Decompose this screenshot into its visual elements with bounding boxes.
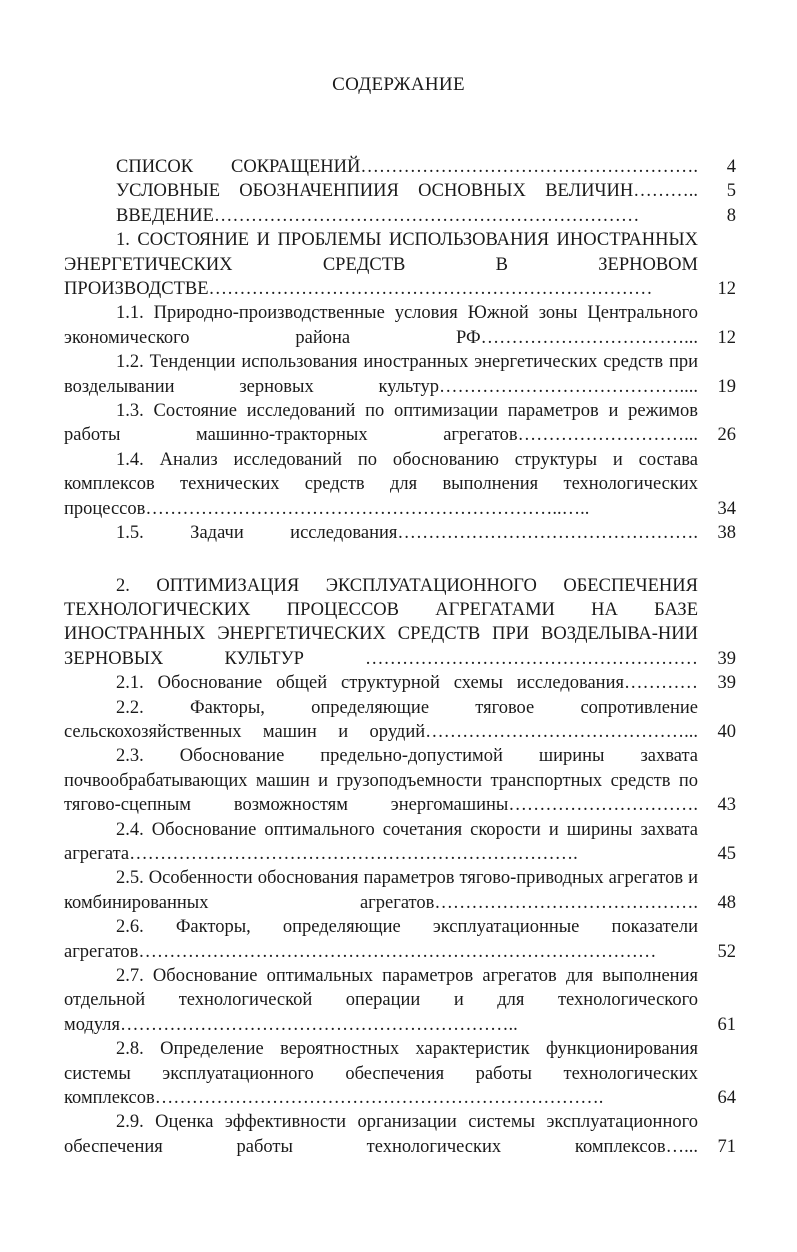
toc-entry-page: 64 — [717, 1088, 736, 1109]
toc-entry-text: 1.4. Анализ исследований по обоснованию структуры и состава комплексов технических средств для выполнения технологических процессов…………………………………………………………..….. — [64, 449, 698, 519]
toc-entry-page: 39 — [717, 648, 736, 669]
toc-entry-chapter-2[interactable] — [64, 574, 738, 672]
toc-entry-2-6[interactable] — [64, 915, 738, 964]
toc-entry-page: 43 — [717, 795, 736, 816]
toc-entry-text: 1. СОСТОЯНИЕ И ПРОБЛЕМЫ ИСПОЛЬЗОВАНИЯ ИНОСТРАННЫХ ЭНЕРГЕТИЧЕСКИХ СРЕДСТВ В ЗЕРНОВОМ ПРОИЗВОДСТВЕ……………………………………………………………… — [64, 230, 698, 300]
toc-entry-2-2[interactable] — [64, 696, 738, 745]
toc-entry-2-8[interactable] — [64, 1037, 738, 1110]
toc-entry-introduction[interactable] — [64, 204, 738, 228]
toc-entry-text: 2. ОПТИМИЗАЦИЯ ЭКСПЛУАТАЦИОННОГО ОБЕСПЕЧЕНИЯ ТЕХНОЛОГИЧЕСКИХ ПРОЦЕССОВ АГРЕГАТАМИ НА БАЗЕ ИНОСТРАННЫХ ЭНЕРГЕТИЧЕСКИХ СРЕДСТВ ПРИ ВОЗДЕЛЫВА-НИИ ЗЕРНОВЫХ КУЛЬТУР ……………………………………………… — [64, 575, 698, 669]
toc-entry-text: 2.5. Особенности обоснования параметров тягово-приводных агрегатов и комбинированных агрегатов……………………………………. — [64, 868, 698, 913]
toc-entry-page: 45 — [717, 843, 736, 864]
toc-entry-chapter-1[interactable] — [64, 228, 738, 301]
toc-entry-text: 2.4. Обоснование оптимального сочетания скорости и ширины захвата агрегата………………………………………………………………. — [64, 819, 698, 864]
toc-entry-page: 38 — [717, 523, 736, 544]
toc-entry-1-4[interactable] — [64, 448, 738, 521]
toc-entry-page: 48 — [717, 892, 736, 913]
toc-entry-1-3[interactable] — [64, 399, 738, 448]
toc-entry-text: СПИСОК СОКРАЩЕНИЙ………………………………………………. — [116, 157, 698, 177]
toc-entry-1-5[interactable] — [64, 521, 738, 545]
toc-entry-2-5[interactable] — [64, 866, 738, 915]
toc-entry-1-1[interactable] — [64, 301, 738, 350]
toc-entry-text: 2.3. Обоснование предельно-допустимой ширины захвата почвообрабатывающих машин и грузоподъемности транспортных средств по тягово-сцепным возможностям энергомашины…………………………. — [64, 746, 698, 816]
toc-entry-page: 40 — [717, 721, 736, 742]
toc-entry-text: 2.1. Обоснование общей структурной схемы исследования………… — [116, 673, 698, 694]
toc-entry-page: 26 — [717, 425, 736, 446]
toc-entry-2-9[interactable] — [64, 1110, 738, 1159]
toc-entry-page: 71 — [717, 1136, 736, 1157]
toc-entry-text: УСЛОВНЫЕ ОБОЗНАЧЕНПИИЯ ОСНОВНЫХ ВЕЛИЧИН……….. — [116, 181, 698, 202]
toc-entry-page: 34 — [717, 498, 736, 519]
toc-entry-text: 1.5. Задачи исследования…………………………………………. — [116, 523, 698, 544]
toc-entry-text: ВВЕДЕНИЕ…………………………………………………………… — [116, 205, 640, 226]
toc-entry-2-1[interactable] — [64, 671, 738, 695]
section-gap — [64, 546, 738, 574]
toc-entry-page: 39 — [717, 673, 736, 694]
toc-entry-text: 1.1. Природно-производственные условия Южной зоны Центрального экономического района РФ……………………………... — [64, 303, 698, 348]
toc-entry-notation[interactable] — [64, 179, 738, 203]
table-of-contents — [64, 155, 738, 1159]
page-title: СОДЕРЖАНИЕ — [332, 74, 465, 95]
toc-entry-page: 12 — [717, 327, 736, 348]
toc-entry-text: 1.2. Тенденции использования иностранных энергетических средств при возделывании зерновых культур………………………………….... — [64, 352, 698, 397]
toc-entry-2-3[interactable] — [64, 744, 738, 817]
toc-entry-text: 2.8. Определение вероятностных характеристик функционирования системы эксплуатационного обеспечения работы технологических комплексов………………………………………………………………. — [64, 1039, 698, 1109]
toc-entry-text: 2.6. Факторы, определяющие эксплуатационные показатели агрегатов………………………………………………………………………… — [64, 917, 698, 962]
toc-entry-abbreviations[interactable] — [64, 155, 738, 179]
toc-entry-text: 2.7. Обоснование оптимальных параметров агрегатов для выполнения отдельной технологической операции и для технологического модуля……………………………………………………….. — [64, 966, 698, 1035]
toc-entry-page: 4 — [726, 157, 736, 177]
toc-entry-page: 5 — [726, 181, 736, 202]
toc-entry-2-4[interactable] — [64, 818, 738, 867]
toc-entry-page: 19 — [717, 376, 736, 397]
toc-entry-2-7[interactable] — [64, 964, 738, 1037]
toc-entry-page: 52 — [717, 941, 736, 962]
toc-entry-text: 2.2. Факторы, определяющие тяговое сопротивление сельскохозяйственных машин и орудий……………………………………... — [64, 697, 698, 742]
toc-entry-page: 8 — [726, 205, 736, 226]
toc-entry-1-2[interactable] — [64, 350, 738, 399]
toc-entry-page: 61 — [717, 1014, 736, 1035]
toc-entry-page: 12 — [717, 279, 736, 300]
toc-entry-text: 2.9. Оценка эффективности организации системы эксплуатационного обеспечения работы технологических комплексов…... — [64, 1112, 698, 1157]
toc-entry-text: 1.3. Состояние исследований по оптимизации параметров и режимов работы машинно-тракторных агрегатов………………………... — [64, 401, 698, 446]
